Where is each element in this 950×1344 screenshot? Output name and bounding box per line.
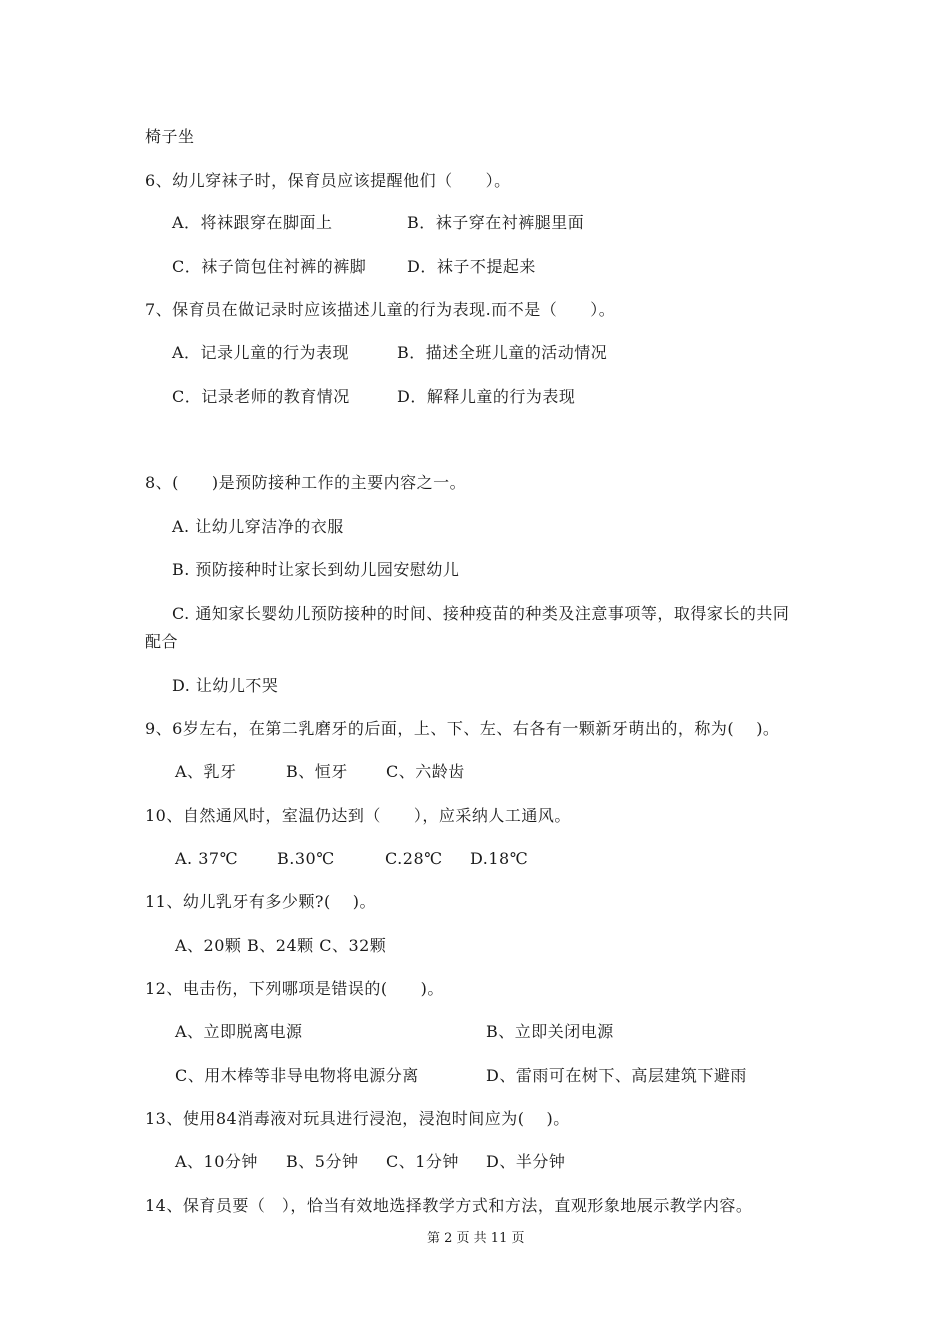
- option-c: C、用木棒等非导电物将电源分离: [175, 1066, 419, 1085]
- option-a: A．记录儿童的行为表现: [172, 343, 350, 362]
- option-c: C、六龄齿: [386, 762, 465, 781]
- option-b: B.30℃: [277, 849, 335, 868]
- question-6: 6、幼儿穿袜子时，保育员应该提醒他们（ ）。: [145, 171, 511, 190]
- option-a: A、乳牙: [175, 762, 237, 781]
- question-14: 14、保育员要（ ），恰当有效地选择教学方式和方法，直观形象地展示教学内容。: [145, 1196, 753, 1215]
- options: A、20颗 B、24颗 C、32颗: [175, 936, 387, 955]
- option-d: D. 让幼儿不哭: [172, 676, 279, 695]
- option-d: D．袜子不提起来: [407, 257, 536, 276]
- option-d: D、雷雨可在树下、高层建筑下避雨: [486, 1066, 747, 1085]
- option-a: A. 让幼儿穿洁净的衣服: [172, 517, 344, 536]
- option-c: C、1分钟: [386, 1152, 459, 1171]
- option-c: C. 通知家长婴幼儿预防接种的时间、接种疫苗的种类及注意事项等，取得家长的共同: [172, 604, 790, 623]
- option-a: A、立即脱离电源: [175, 1022, 303, 1041]
- question-10: 10、自然通风时，室温仍达到（ ），应采纳人工通风。: [145, 806, 571, 825]
- option-c: C．记录老师的教育情况: [172, 387, 350, 406]
- page-footer: 第 2 页 共 11 页: [427, 1231, 525, 1246]
- question-11: 11、幼儿乳牙有多少颗?( )。: [145, 892, 377, 911]
- option-d: D、半分钟: [486, 1152, 566, 1171]
- question-13: 13、使用84消毒液对玩具进行浸泡，浸泡时间应为( )。: [145, 1109, 570, 1128]
- option-c: C．袜子筒包住衬裤的裤脚: [172, 257, 367, 276]
- option-a: A、10分钟: [175, 1152, 258, 1171]
- option-d: D.18℃: [470, 849, 529, 868]
- option-b: B．描述全班儿童的活动情况: [397, 343, 608, 362]
- option-a: A. 37℃: [175, 849, 238, 868]
- option-c-continued: 配合: [145, 632, 179, 651]
- option-a: A．将袜跟穿在脚面上: [172, 213, 333, 232]
- question-12: 12、电击伤，下列哪项是错误的( )。: [145, 979, 444, 998]
- question-7: 7、保育员在做记录时应该描述儿童的行为表现.而不是（ ）。: [145, 300, 616, 319]
- option-b: B．袜子穿在衬裤腿里面: [407, 213, 585, 232]
- question-9: 9、6岁左右，在第二乳磨牙的后面，上、下、左、右各有一颗新牙萌出的，称为( )。: [145, 719, 780, 738]
- option-b: B、5分钟: [286, 1152, 359, 1171]
- option-d: D．解释儿童的行为表现: [397, 387, 576, 406]
- option-b: B、立即关闭电源: [486, 1022, 614, 1041]
- text-line: 椅子坐: [145, 127, 195, 146]
- option-c: C.28℃: [385, 849, 443, 868]
- question-8: 8、( )是预防接种工作的主要内容之一。: [145, 473, 467, 492]
- option-b: B. 预防接种时让家长到幼儿园安慰幼儿: [172, 560, 460, 579]
- option-b: B、恒牙: [286, 762, 348, 781]
